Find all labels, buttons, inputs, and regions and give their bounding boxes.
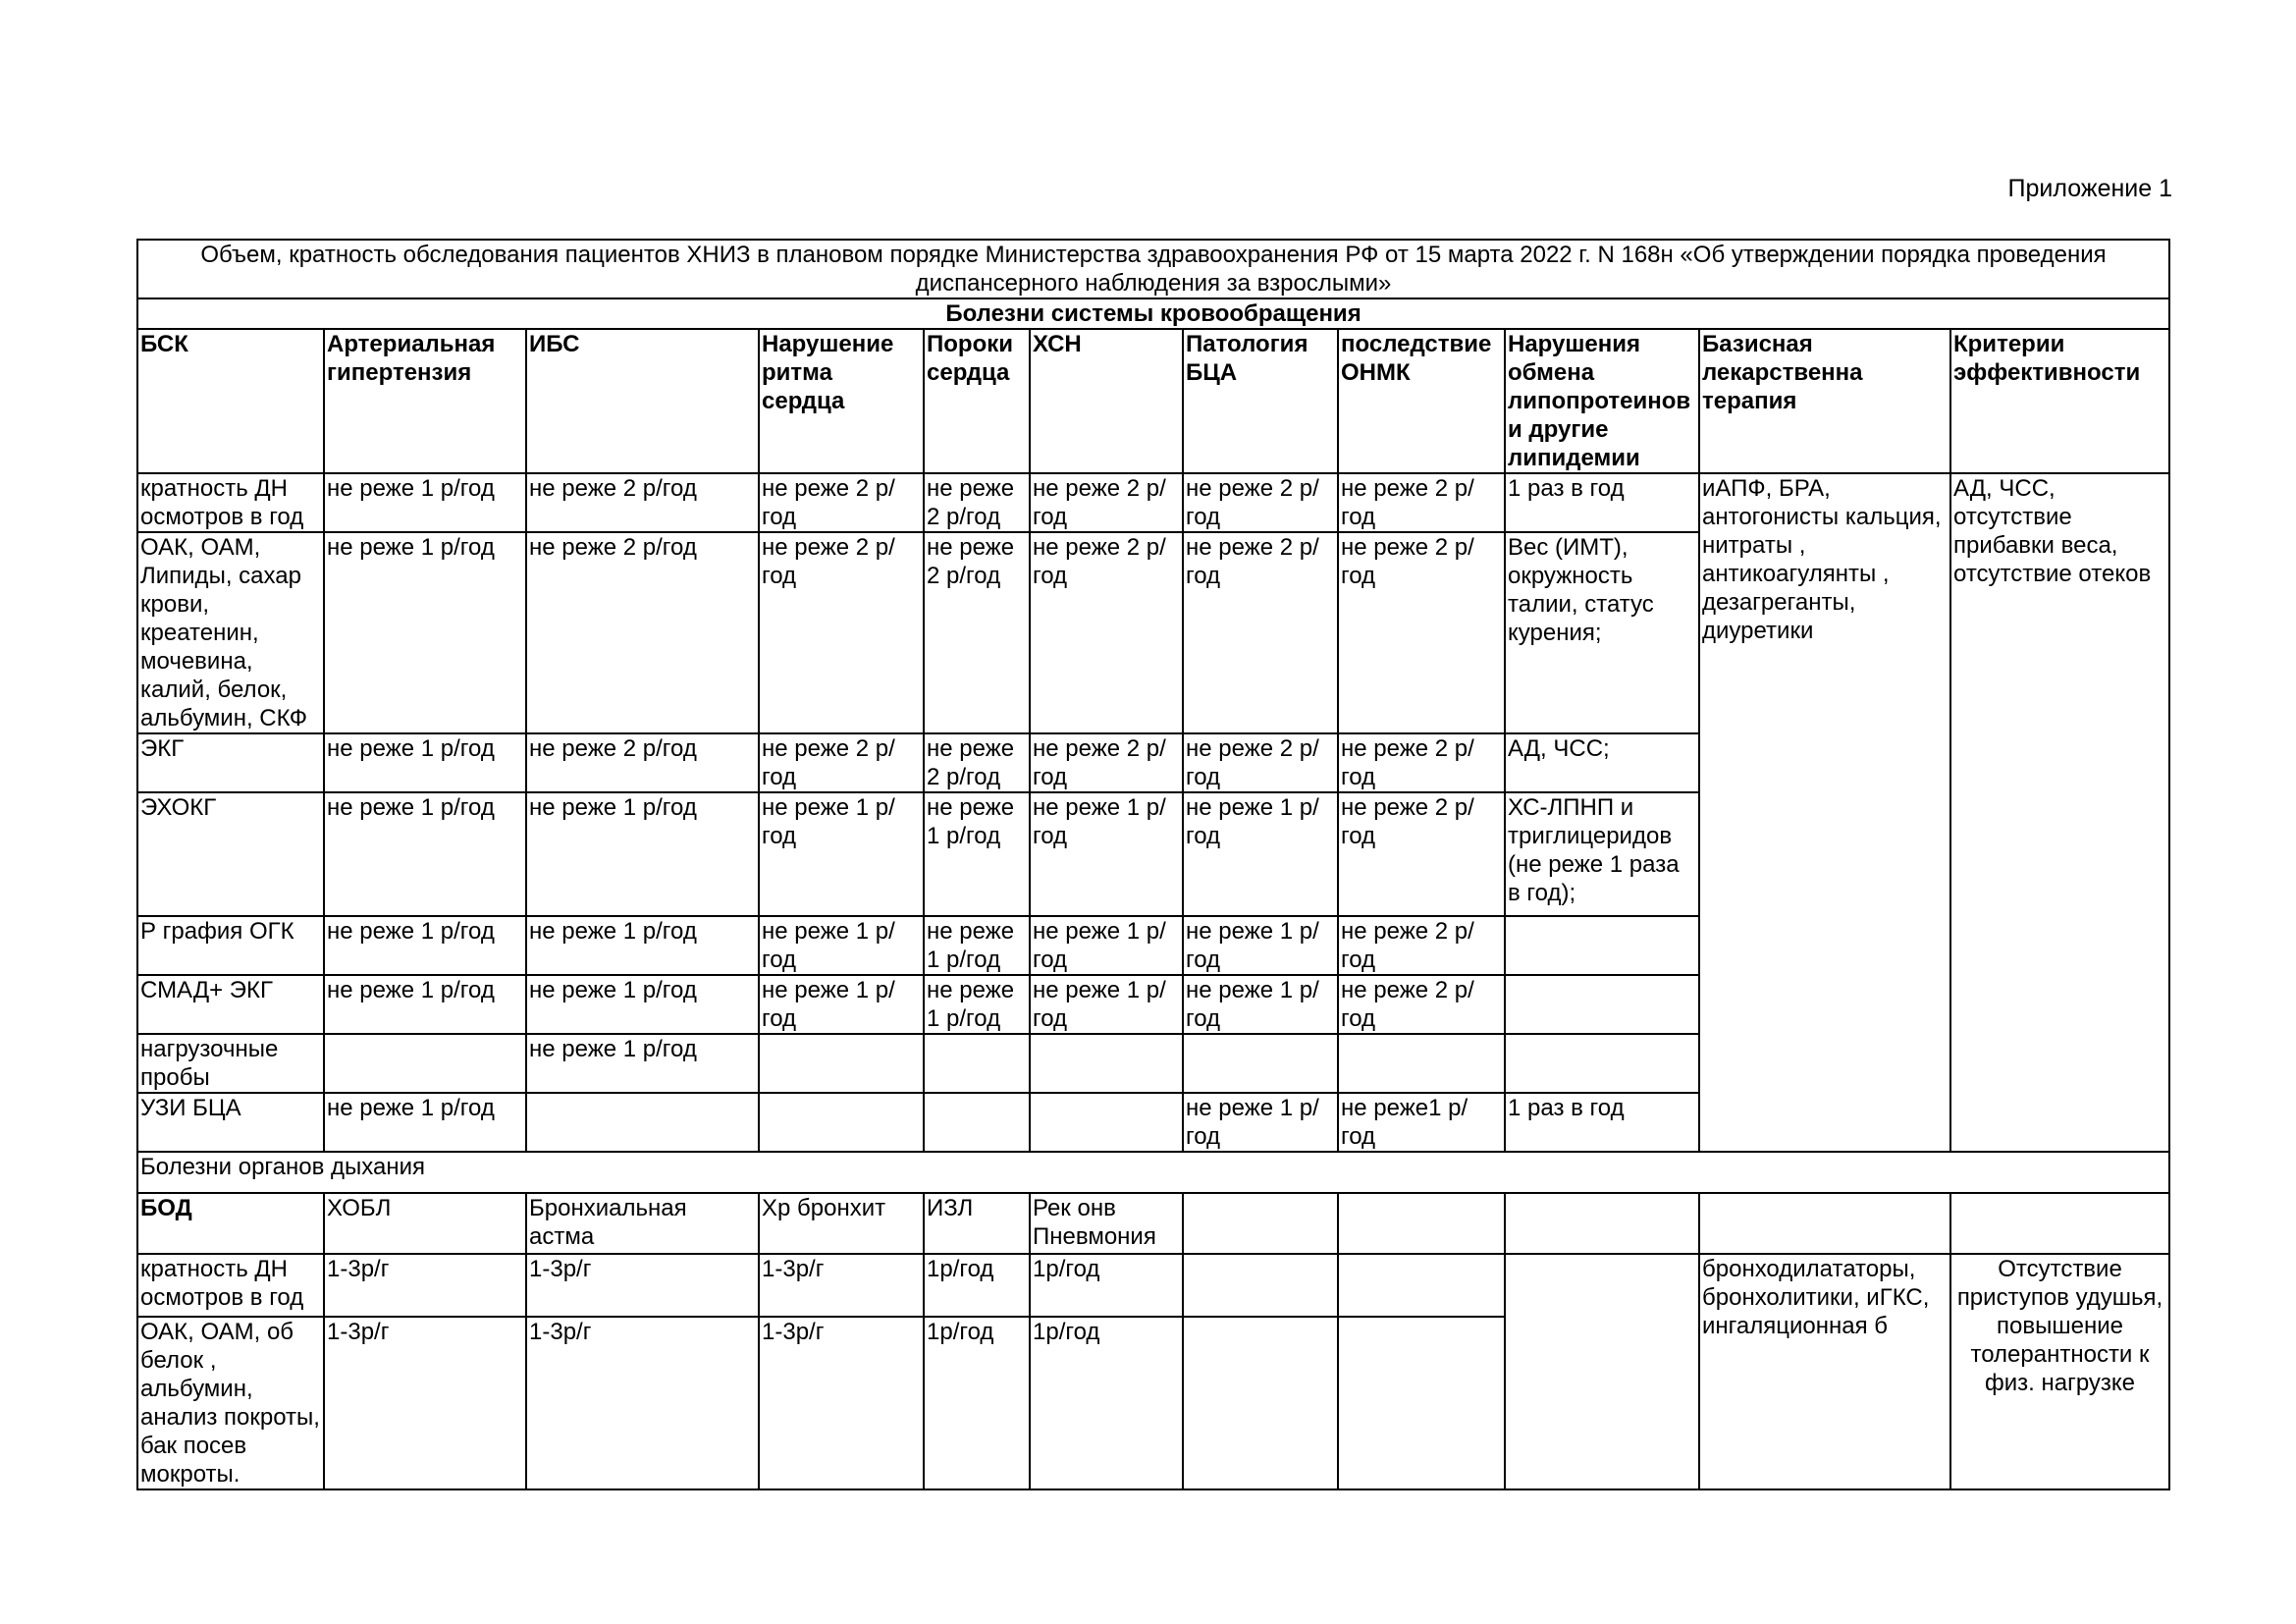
table-cell: 1-3р/г <box>759 1254 924 1317</box>
table-cell: не реже 2 р/год <box>1338 733 1505 792</box>
table-cell: не реже 2 р/год <box>1030 532 1183 733</box>
table-cell: не реже 2 р/год <box>924 473 1030 532</box>
table-cell: не реже 2 р/год <box>526 733 759 792</box>
header-cell: ИБС <box>526 329 759 473</box>
header-cell: Рек онв Пневмония <box>1030 1193 1183 1254</box>
table-cell: не реже 2 р/год <box>1030 733 1183 792</box>
table-cell: не реже 2 р/год <box>759 733 924 792</box>
table-cell <box>924 1034 1030 1093</box>
row-label: СМАД+ ЭКГ <box>137 975 324 1034</box>
header-cell: ХСН <box>1030 329 1183 473</box>
table-cell: не реже 2 р/год <box>1338 792 1505 916</box>
table-cell: Вес (ИМТ), окружность талии, статус курения; <box>1505 532 1699 733</box>
header-cell: последствие ОНМК <box>1338 329 1505 473</box>
table-cell: не реже 1 р/год <box>324 916 526 975</box>
table-cell: не реже 1 р/год <box>526 1034 759 1093</box>
table-cell <box>1505 1034 1699 1093</box>
table-cell: 1р/год <box>1030 1254 1183 1317</box>
table-cell: не реже 2 р/год <box>1338 473 1505 532</box>
cvd-therapy-cell: иАПФ, БРА, антогонисты кальция, нитраты , антикоагулянты , дезагреганты, диуретики <box>1699 473 1950 1152</box>
table-cell: не реже 1 р/год <box>1183 1093 1338 1152</box>
table-cell: не реже 1 р/год <box>526 916 759 975</box>
header-cell: Патология БЦА <box>1183 329 1338 473</box>
resp-therapy-cell: бронходилататоры, бронхолитики, иГКС, ингаляционная б <box>1699 1254 1950 1489</box>
header-cell: Базисная лекарственна терапия <box>1699 329 1950 473</box>
table-cell: не реже 1 р/год <box>324 532 526 733</box>
table-cell <box>759 1034 924 1093</box>
table-cell: не реже 1 р/год <box>324 975 526 1034</box>
table-cell: не реже 2 р/год <box>526 532 759 733</box>
header-cell: БОД <box>137 1193 324 1254</box>
table-cell: не реже 1 р/год <box>1030 916 1183 975</box>
row-label: кратность ДН осмотров в год <box>137 473 324 532</box>
cvd-section-title: Болезни системы кровообращения <box>137 298 2169 329</box>
table-cell: не реже 1 р/год <box>924 975 1030 1034</box>
table-cell: не реже 1 р/год <box>324 473 526 532</box>
row-label: нагрузочные пробы <box>137 1034 324 1093</box>
table-cell: не реже 1 р/год <box>924 792 1030 916</box>
table-cell: не реже 2 р/год <box>759 532 924 733</box>
resp-section-title: Болезни органов дыхания <box>137 1152 2169 1193</box>
header-cell: БСК <box>137 329 324 473</box>
table-cell: не реже 1 р/год <box>324 1093 526 1152</box>
table-cell <box>1505 1254 1699 1489</box>
table-cell: не реже 2 р/год <box>1338 532 1505 733</box>
header-cell: ХОБЛ <box>324 1193 526 1254</box>
cvd-header-row <box>137 329 2169 473</box>
table-cell: 1-3р/г <box>526 1317 759 1489</box>
table-cell: 1-3р/г <box>526 1254 759 1317</box>
table-cell: не реже 1 р/год <box>1183 916 1338 975</box>
table-cell <box>324 1034 526 1093</box>
table-cell: 1 раз в год <box>1505 473 1699 532</box>
table-cell <box>1338 1034 1505 1093</box>
header-cell <box>1505 1193 1699 1254</box>
table-cell: не реже 2 р/год <box>1183 473 1338 532</box>
table-cell <box>1338 1254 1505 1317</box>
table-row <box>137 1254 2169 1317</box>
header-cell: Хр бронхит <box>759 1193 924 1254</box>
table-cell <box>1183 1034 1338 1093</box>
row-label: кратность ДН осмотров в год <box>137 1254 324 1317</box>
row-label: ОАК, ОАМ, Липиды, сахар крови, креатенин, мочевина, калий, белок, альбумин, СКФ <box>137 532 324 733</box>
table-cell <box>1338 1317 1505 1489</box>
table-cell: не реже 2 р/год <box>1338 975 1505 1034</box>
table-cell: не реже 1 р/год <box>1183 792 1338 916</box>
header-cell <box>1950 1193 2169 1254</box>
table-cell: АД, ЧСС; <box>1505 733 1699 792</box>
table-cell: не реже 2 р/год <box>1183 532 1338 733</box>
table-row <box>137 473 2169 532</box>
examination-table <box>136 239 2170 1490</box>
row-label: ЭХОКГ <box>137 792 324 916</box>
header-cell <box>1699 1193 1950 1254</box>
table-cell: не реже 1 р/год <box>324 792 526 916</box>
row-label: ЭКГ <box>137 733 324 792</box>
table-cell <box>1030 1093 1183 1152</box>
table-cell: ХС-ЛПНП и триглицеридов (не реже 1 раза в год); <box>1505 792 1699 916</box>
table-cell <box>1183 1317 1338 1489</box>
table-cell: 1р/год <box>1030 1317 1183 1489</box>
document-title: Объем, кратность обследования пациентов ХНИЗ в плановом порядке Министерства здравоохранения РФ от 15 марта 2022 г. N 168н «Об утверждении порядка проведения диспансерного наблюдения за взрослыми» <box>137 240 2169 298</box>
table-cell <box>1183 1254 1338 1317</box>
table-cell: не реже 1 р/год <box>1030 975 1183 1034</box>
row-label: УЗИ БЦА <box>137 1093 324 1152</box>
table-cell: не реже 1 р/год <box>1030 792 1183 916</box>
table-cell: не реже 2 р/год <box>924 733 1030 792</box>
table-cell <box>1505 916 1699 975</box>
table-cell: не реже 2 р/год <box>526 473 759 532</box>
table-cell: не реже 1 р/год <box>924 916 1030 975</box>
table-cell: не реже1 р/год <box>1338 1093 1505 1152</box>
table-cell: не реже 1 р/год <box>759 916 924 975</box>
table-cell: не реже 2 р/год <box>924 532 1030 733</box>
table-cell: не реже 1 р/год <box>526 975 759 1034</box>
cvd-criteria-cell: АД, ЧСС, отсутствие прибавки веса, отсутствие отеков <box>1950 473 2169 1152</box>
table-cell: не реже 1 р/год <box>759 792 924 916</box>
table-cell: 1р/год <box>924 1254 1030 1317</box>
header-cell: ИЗЛ <box>924 1193 1030 1254</box>
table-cell: 1 раз в год <box>1505 1093 1699 1152</box>
table-cell <box>759 1093 924 1152</box>
table-cell: 1-3р/г <box>324 1254 526 1317</box>
table-cell <box>526 1093 759 1152</box>
appendix-label: Приложение 1 <box>2007 175 2172 202</box>
header-cell: Артериальная гипертензия <box>324 329 526 473</box>
resp-header-row <box>137 1193 2169 1254</box>
table-cell: 1р/год <box>924 1317 1030 1489</box>
row-label: ОАК, ОАМ, об белок , альбумин, анализ покроты, бак посев мокроты. <box>137 1317 324 1489</box>
table-cell: не реже 2 р/год <box>1338 916 1505 975</box>
table-cell: не реже 1 р/год <box>759 975 924 1034</box>
table-cell: не реже 1 р/год <box>1183 975 1338 1034</box>
resp-criteria-cell: Отсутствие приступов удушья, повышение толерантности к физ. нагрузке <box>1950 1254 2169 1489</box>
header-cell <box>1183 1193 1338 1254</box>
table-cell <box>924 1093 1030 1152</box>
table-cell: 1-3р/г <box>324 1317 526 1489</box>
table-cell: не реже 1 р/год <box>324 733 526 792</box>
header-cell: Пороки сердца <box>924 329 1030 473</box>
header-cell: Нарушение ритма сердца <box>759 329 924 473</box>
table-cell: не реже 2 р/год <box>1183 733 1338 792</box>
table-cell <box>1030 1034 1183 1093</box>
table-cell: не реже 1 р/год <box>526 792 759 916</box>
header-cell: Бронхиальная астма <box>526 1193 759 1254</box>
table-cell: не реже 2 р/год <box>759 473 924 532</box>
row-label: Р графия ОГК <box>137 916 324 975</box>
header-cell: Критерии эффективности <box>1950 329 2169 473</box>
table-cell: не реже 2 р/год <box>1030 473 1183 532</box>
header-cell <box>1338 1193 1505 1254</box>
table-cell: 1-3р/г <box>759 1317 924 1489</box>
table-cell <box>1505 975 1699 1034</box>
header-cell: Нарушения обмена липопротеинов и другие липидемии <box>1505 329 1699 473</box>
